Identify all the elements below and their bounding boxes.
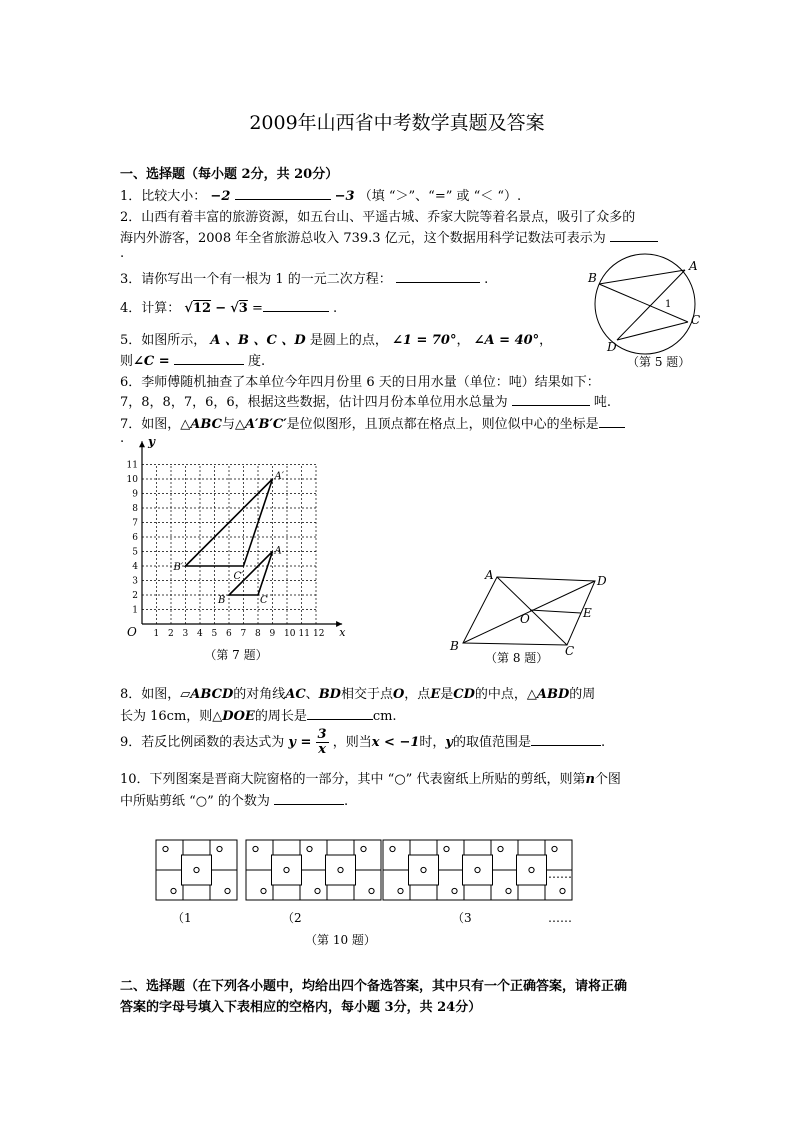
y-tick-label: 3 [132,576,138,587]
question-6-line-2 [120,391,611,410]
q9-prefix: 9．若反比例函数的表达式为 [120,735,285,750]
q9-denominator: x [318,742,326,757]
question-10-line-2 [120,790,348,809]
q4-equals: = [251,301,263,316]
x-tick-label: 3 [182,629,189,639]
x-tick-label: 4 [197,629,203,639]
q5-then: 则 [120,354,134,369]
y-tick-label: 2 [132,591,138,601]
q1-answer-blank[interactable] [235,187,331,200]
q5-text: 是圆上的点， [309,333,388,348]
paper-cut-circle [552,846,557,851]
patterns [156,840,572,900]
figure-7-caption: （第 7 题） [204,648,268,662]
paper-cut-circle [315,888,320,893]
q10-answer-blank[interactable] [274,792,344,805]
question-5-line-1 [120,329,552,348]
parallelogram-abcd [463,577,595,645]
q5-suffix: 度. [247,354,266,369]
label-o: O [520,612,530,626]
paper-cut-circle [529,867,534,872]
figure-5-caption: （第 5 题） [627,355,691,369]
y-tick-label: 5 [132,547,138,558]
q4-minus: − [215,301,227,316]
label-a: A [485,568,494,582]
q5-angle-a: ∠A = 40° [473,333,540,348]
q3-text: 3．请你写出一个有一根为 1 的一元二次方程： [120,272,392,287]
dots-2: …… [548,911,572,925]
figure-5-circle [585,252,715,372]
q4-answer-blank[interactable] [263,299,329,312]
q7-prefix: 7．如图， [120,417,181,432]
figure-10-caption: （第 10 题） [305,933,376,947]
label-b: B [450,639,459,653]
q8-text-4: 是 [440,687,454,702]
q9-y-equals: y = [288,735,312,750]
question-9 [120,728,605,757]
x-tick-label: 8 [255,629,261,639]
paper-cut-circle [253,846,258,851]
question-7 [120,413,625,432]
q9-answer-blank[interactable] [531,733,601,746]
q4-suffix: . [333,301,338,316]
question-5-line-2 [120,350,265,369]
q1-prefix: 1．比较大小： [120,189,207,204]
q5-points: A 、B 、C 、D [210,333,306,348]
q1-value-b: −3 [334,189,355,204]
y-tick-label: 6 [132,533,138,543]
paper-cut-circle [194,867,199,872]
question-6-line-1: 6．李师傅随机抽查了本单位今年四月份里 6 天的日用水量（单位：吨）结果如下： [120,375,600,390]
x-axis-label: x [339,626,346,639]
q9-suffix: . [600,735,606,750]
question-7-end: . [120,431,125,446]
point-label-a-prime: A′ [274,471,284,482]
label-d: D [607,340,617,354]
x-tick-label: 12 [313,629,325,639]
q7-text: 是位似图形，且顶点都在格点上，则位似中心的坐标是 [286,417,599,432]
q1-value-a: −2 [210,189,231,204]
q6-suffix: 吨. [593,395,612,410]
q8-doe: △DOE [212,709,255,724]
y-tick-label: 9 [132,489,138,500]
sub-caption-1: （1 [172,911,192,925]
axes [139,441,342,627]
q3-suffix: . [484,272,489,287]
q9-text: ，则当 [332,735,372,750]
paper-cut-circle [338,867,343,872]
y-tick-label: 11 [126,460,138,471]
q8-suffix: cm. [372,709,397,724]
section-2-heading-line-1: 二、选择题（在下列各小题中，均给出四个备选答案，其中只有一个正确答案，请将正确 [120,979,628,994]
x-tick-label: 2 [168,629,174,639]
q7-triangle-abc: △ABC [180,417,222,432]
q5-answer-blank[interactable] [174,352,244,365]
paper-cut-circle [506,888,511,893]
question-4 [120,297,337,316]
q8-text-5: 的中点， [474,687,527,702]
figure-7-grid [118,434,350,676]
figure-8-parallelogram [445,565,620,670]
paper-cut-circle [225,888,230,893]
q1-suffix: （填 “＞”、“=” 或 “＜ “）. [358,189,522,204]
q10-suffix: . [344,794,349,809]
paper-cut-circle [261,888,266,893]
page-title: 2009年山西省中考数学真题及答案 [249,112,545,134]
y-tick-label: 4 [132,562,138,572]
q8-parallelogram: ▱ABCD [180,687,234,702]
paper-cut-circle [560,888,565,893]
q8-o: O [392,687,405,702]
q8-ac: AC [285,687,306,702]
figure-8-caption: （第 8 题） [485,651,549,665]
paper-cut-circle [307,846,312,851]
x-tick-label: 1 [153,629,160,639]
segment-oe [530,610,581,613]
q5-angle-1: ∠1 = 70° [392,333,457,348]
q7-and: 与 [221,417,235,432]
y-axis-label: y [148,434,155,449]
grid-lines [142,465,316,625]
q8-text-1: 的对角线 [233,687,286,702]
q2-text: 海内外游客，2008 年全省旅游总收入 739.3 亿元，这个数据用科学记数法可表示为 [120,231,606,246]
q8-text-6: 的周 [569,687,596,702]
q4-radicand-2: 3 [238,301,248,316]
label-b: B [588,271,597,285]
x-tick-label: 9 [269,629,276,639]
point-label-b-prime: B′ [173,562,184,573]
x-tick-label: 10 [284,629,296,639]
q8-sep: 、 [305,687,319,702]
q9-condition: x < −1 [371,735,420,750]
q10-text-2: 个图 [594,772,621,787]
paper-cut-circle [444,846,449,851]
paper-cut-circle [475,867,480,872]
q8-e: E [430,687,441,702]
dots-1: …… [548,867,572,881]
question-2-line-1: 2．山西有着丰富的旅游资源，如五台山、平遥古城、乔家大院等着名景点，吸引了众多的 [120,210,636,225]
point-label-b: B [218,595,226,606]
q9-text-3: 的取值范围是 [452,735,531,750]
chord-dc [617,322,688,340]
q2-answer-blank[interactable] [610,229,658,242]
paper-cut-circle [171,888,176,893]
q8-text-2: 相交于点 [340,687,393,702]
paper-cut-circle [421,867,426,872]
q10-text: 10．下列图案是晋商大院窗格的一部分，其中 “○” 代表窗纸上所贴的剪纸，则第 [120,772,586,787]
q8-text-3: ，点 [404,687,431,702]
x-tick-label: 6 [226,629,232,639]
y-tick-label: 7 [132,518,138,529]
q8-line2-text: 的周长是 [254,709,307,724]
question-2-line-3: . [120,246,125,261]
chord-ad [617,270,685,340]
question-2-line-2 [120,227,658,246]
label-angle-1: 1 [665,299,672,310]
paper-cut-circle [284,867,289,872]
q5-comma: ， [456,333,470,348]
paper-cut-circle [498,846,503,851]
x-tick-label: 7 [240,629,247,639]
q5-comma-2: ， [539,333,553,348]
x-tick-label: 11 [298,629,310,639]
paper-cut-circle [217,846,222,851]
question-8-line-1 [120,683,595,702]
paper-cut-circle [361,846,366,851]
paper-cut-circle [398,888,403,893]
question-8-line-2 [120,705,397,724]
chord-bc [599,284,688,322]
q8-cd: CD [453,687,475,702]
sqrt-sign-1: √ [184,301,193,316]
chord-ba [599,270,685,284]
q10-line2-text: 中所贴剪纸 “○” 的个数为 [120,794,270,809]
q8-line2-prefix: 长为 16cm，则 [120,709,213,724]
q8-abd: △ABD [526,687,570,702]
question-1 [120,185,521,204]
y-tick-label: 1 [132,605,138,616]
sub-caption-2: （2 [282,911,302,925]
paper-cut-circle [390,846,395,851]
paper-cut-circle [452,888,457,893]
label-a: A [689,259,698,273]
q3-answer-blank[interactable] [396,270,480,283]
question-3 [120,268,488,287]
q5-prefix: 5．如图所示， [120,333,207,348]
q8-answer-blank[interactable] [307,707,373,720]
point-label-a: A [274,545,282,557]
label-d: D [597,574,607,588]
figure-10-window-patterns [150,832,590,952]
point-label-c: C [260,595,268,606]
q10-n: n [585,772,595,787]
q6-text: 7，8，8，7，6，6，根据这些数据，估计四月份本单位用水总量为 [120,395,508,410]
q9-text-2: 时， [419,735,446,750]
q7-answer-blank[interactable] [599,415,625,428]
q9-y: y [445,735,453,750]
label-c: C [565,644,575,658]
q9-numerator: 3 [317,727,327,742]
y-tick-label: 8 [132,504,138,514]
paper-cut-circle [369,888,374,893]
sub-caption-3: （3 [452,911,472,925]
q9-fraction [316,728,329,757]
q8-prefix: 8．如图， [120,687,181,702]
point-label-c-prime: C′ [233,571,244,582]
label-e: E [583,606,592,620]
q5-angle-c: ∠C = [133,354,170,369]
y-arrow [139,441,145,447]
x-tick-label: 5 [211,629,218,639]
sqrt-sign-2: √ [230,301,239,316]
q4-prefix: 4．计算： [120,301,181,316]
section-2-heading-line-2: 答案的字母号填入下表相应的空格内，每小题 3分，共 24分） [120,1000,482,1015]
q8-bd: BD [318,687,341,702]
triangles [173,471,285,606]
q4-radicand-1: 12 [192,301,212,316]
label-c: C [691,313,701,327]
y-tick-label: 10 [126,475,138,485]
question-10-line-1 [120,768,621,787]
paper-cut-circle [163,846,168,851]
section-1-heading: 一、选择题（每小题 2分，共 20分） [120,167,339,182]
origin-label: O [127,625,137,639]
q7-triangle-abc-prime: △A′B′C′ [234,417,287,432]
q6-answer-blank[interactable] [512,393,590,406]
